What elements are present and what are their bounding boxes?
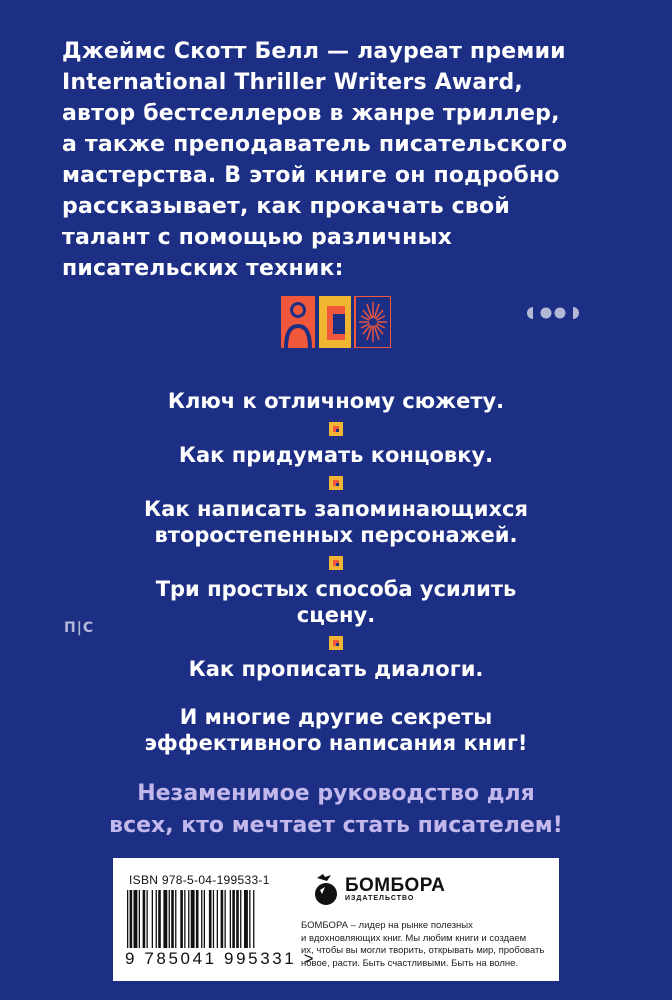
feature-list <box>0 388 672 756</box>
separator-icon <box>329 636 343 650</box>
publisher-subtitle: ИЗДАТЕЛЬСТВО <box>345 894 415 902</box>
separator-icon <box>329 476 343 490</box>
feature-item: Как написать запоминающихся второстепенных персонажей. <box>144 497 528 547</box>
barcode-digits: 9 785041 995331 > <box>125 949 317 968</box>
separator-icon <box>329 422 343 436</box>
publisher-name: БОМБОРА <box>345 874 446 896</box>
publisher-description: БОМБОРА – лидер на рынке полезных и вдохновляющих книг. Мы любим книги и создаем их, чтобы вы могли творить, открывать мир, пробовать новое, расти. Быть счастливыми. Быть на волне. <box>301 920 545 969</box>
side-mark: П|С <box>64 620 95 636</box>
tagline: Незаменимое руководство для всех, кто мечтает стать писателем! <box>109 781 563 838</box>
feature-item: Как придумать концовку. <box>178 443 494 467</box>
publisher-logo <box>313 872 445 906</box>
frame-icon <box>319 296 351 348</box>
barcode-panel <box>113 858 559 981</box>
sunburst-icon <box>355 296 391 348</box>
feature-item: Как прописать диалоги. <box>188 657 484 681</box>
feature-item: Три простых способа усилить сцену. <box>155 577 517 627</box>
bomb-icon <box>313 872 339 906</box>
series-logo <box>281 296 391 352</box>
person-icon <box>281 296 315 348</box>
closing-text: И многие другие секреты эффективного написания книг! <box>144 705 528 755</box>
author-intro: Джеймс Скотт Белл — лауреат премии International Thriller Writers Award, автор бестселлеров в жанре триллер, а также преподаватель писательского мастерства. В этой книге он подробно рассказывает, как прокачать свой талант с помощью различных писательских техник: <box>62 39 568 281</box>
phase-dots-icon <box>526 305 582 324</box>
barcode <box>127 890 297 948</box>
feature-item: Ключ к отличному сюжету. <box>167 389 505 413</box>
isbn-label: ISBN 978-5-04-199533-1 <box>129 873 270 887</box>
separator-icon <box>329 556 343 570</box>
